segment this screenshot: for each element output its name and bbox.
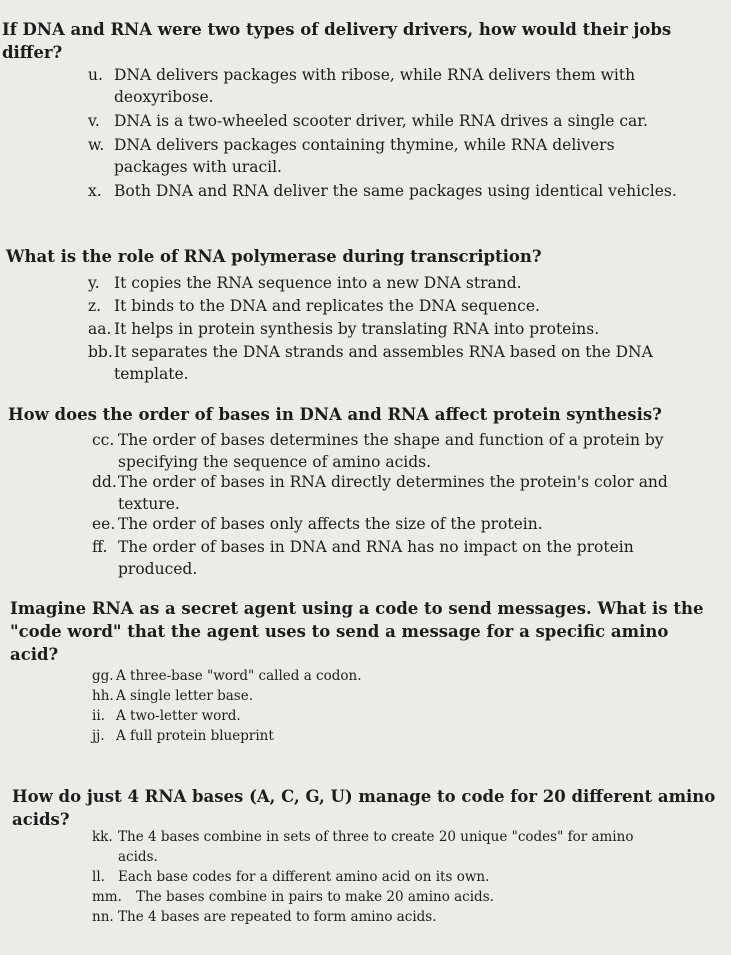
option-label: ff. (92, 538, 108, 556)
question-3-option-ff[interactable] (92, 536, 692, 580)
question-3-prompt: How does the order of bases in DNA and RNA affect protein synthesis? (8, 405, 662, 424)
option-label: y. (88, 274, 100, 292)
option-text: DNA is a two-wheeled scooter driver, while RNA drives a single car. (114, 112, 648, 130)
question-5-option-mm[interactable] (92, 887, 652, 907)
option-text: The bases combine in pairs to make 20 amino acids. (136, 889, 494, 905)
option-label: ee. (92, 515, 116, 533)
question-4-option-gg[interactable] (92, 666, 652, 686)
option-label: jj. (92, 728, 105, 744)
option-text: A single letter base. (116, 688, 254, 704)
option-label: gg. (92, 668, 114, 684)
option-text: A three-base "word" called a codon. (116, 668, 362, 684)
option-label: kk. (92, 829, 113, 845)
question-4-prompt: Imagine RNA as a secret agent using a code to send messages. What is the "code word" that the agent uses to send a message for a specific amino acid? (10, 599, 704, 664)
question-1-prompt: If DNA and RNA were two types of delivery drivers, how would their jobs differ? (2, 20, 672, 62)
option-label: u. (88, 66, 103, 84)
option-label: ii. (92, 708, 105, 724)
question-2-prompt: What is the role of RNA polymerase during transcription? (6, 247, 542, 266)
option-label: bb. (88, 343, 113, 361)
option-text: The 4 bases are repeated to form amino acids. (118, 909, 437, 925)
question-1-option-w[interactable] (88, 134, 688, 178)
question-2-option-z[interactable] (88, 295, 708, 317)
option-label: dd. (92, 473, 117, 491)
option-text: The order of bases only affects the size of the protein. (118, 515, 543, 533)
question-4-option-hh[interactable] (92, 686, 652, 706)
option-label: v. (88, 112, 100, 130)
option-text: The 4 bases combine in sets of three to create 20 unique "codes" for amino acids. (118, 829, 634, 865)
question-5-option-nn[interactable] (92, 907, 652, 927)
option-text: The order of bases in RNA directly determines the protein's color and texture. (118, 473, 668, 513)
question-2-option-y[interactable] (88, 272, 708, 294)
option-label: hh. (92, 688, 114, 704)
question-5-prompt: How do just 4 RNA bases (A, C, G, U) manage to code for 20 different amino acids? (12, 787, 716, 829)
option-label: w. (88, 136, 105, 154)
option-text: It binds to the DNA and replicates the DNA sequence. (114, 297, 540, 315)
option-text: The order of bases in DNA and RNA has no impact on the protein produced. (118, 538, 634, 578)
question-4-option-jj[interactable] (92, 726, 652, 746)
option-label: mm. (92, 889, 122, 905)
option-text: DNA delivers packages containing thymine, while RNA delivers packages with uracil. (114, 136, 615, 176)
question-5-option-ll[interactable] (92, 867, 652, 887)
option-label: cc. (92, 431, 115, 449)
question-2-option-bb[interactable] (88, 341, 718, 385)
option-label: x. (88, 182, 102, 200)
question-4-option-ii[interactable] (92, 706, 652, 726)
option-text: The order of bases determines the shape and function of a protein by specifying the sequence of amino acids. (118, 431, 664, 471)
option-text: It helps in protein synthesis by translating RNA into proteins. (114, 320, 600, 338)
option-text: Each base codes for a different amino acid on its own. (118, 869, 490, 885)
option-label: aa. (88, 320, 112, 338)
question-1-option-v[interactable] (88, 110, 728, 132)
question-3-option-dd[interactable] (92, 471, 712, 515)
question-1-option-x[interactable] (88, 180, 688, 202)
option-text: DNA delivers packages with ribose, while RNA delivers them with deoxyribose. (114, 66, 636, 106)
option-text: A full protein blueprint (116, 728, 274, 744)
option-text: It copies the RNA sequence into a new DNA strand. (114, 274, 522, 292)
option-label: z. (88, 297, 102, 315)
question-2-option-aa[interactable] (88, 318, 728, 340)
option-label: nn. (92, 909, 114, 925)
option-text: A two-letter word. (116, 708, 241, 724)
question-3-option-ee[interactable] (92, 513, 712, 535)
question-3-option-cc[interactable] (92, 429, 712, 473)
option-text: It separates the DNA strands and assembles RNA based on the DNA template. (114, 343, 653, 383)
option-text: Both DNA and RNA deliver the same packages using identical vehicles. (114, 182, 677, 200)
question-1-option-u[interactable] (88, 64, 708, 108)
option-label: ll. (92, 869, 105, 885)
question-5-option-kk[interactable] (92, 827, 652, 867)
